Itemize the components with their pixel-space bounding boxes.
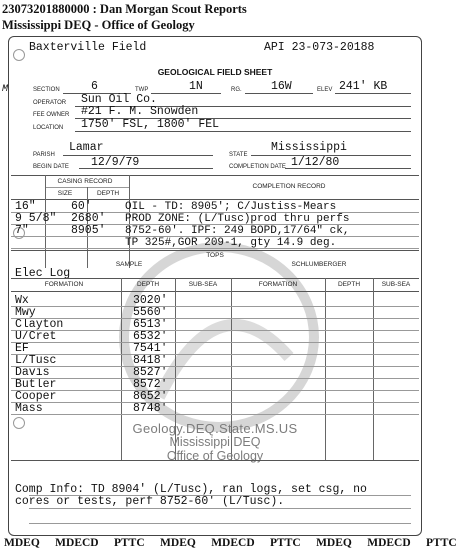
top-depth: 8527' — [133, 366, 168, 379]
top-formation: EF — [15, 342, 29, 355]
casing-size: 7" — [15, 224, 29, 237]
top-formation: Clayton — [15, 318, 64, 331]
section-value: 6 — [91, 80, 98, 93]
sheet-title: GEOLOGICAL FIELD SHEET — [157, 67, 273, 77]
location-label: LOCATION — [33, 125, 64, 131]
sample-depth-header: DEPTH — [136, 281, 160, 288]
footer-bar — [4, 537, 457, 549]
field-name: Baxterville Field — [29, 41, 147, 54]
footer-item: PTTC — [426, 537, 457, 549]
top-formation: Cooper — [15, 390, 57, 403]
casing-depth: 2680' — [71, 212, 106, 225]
top-depth: 3020' — [133, 294, 168, 307]
twp-label: TWP — [135, 87, 149, 93]
state-value: Mississippi — [271, 141, 347, 154]
top-depth: 8418' — [133, 354, 168, 367]
watermark-office: Office of Geology — [166, 449, 264, 463]
fee-owner-value: #21 F. M. Snowden — [81, 105, 199, 118]
completion-date-value: 1/12/80 — [291, 156, 340, 169]
elec-log-label: Elec Log — [15, 267, 71, 280]
completion-line: OIL - TD: 8905'; C/Justiss-Mears — [125, 201, 337, 213]
top-formation: U/Cret — [15, 330, 57, 343]
sample-subsea-header: SUB-SEA — [188, 281, 218, 288]
tops-heading: TOPS — [206, 252, 224, 259]
completion-record-heading: COMPLETION RECORD — [252, 183, 326, 190]
footer-item: MDECD — [367, 537, 411, 549]
completion-date-label: COMPLETION DATE — [229, 164, 286, 170]
location-value: 1750' FSL, 1800' FEL — [81, 118, 220, 131]
operator-label: OPERATOR — [33, 100, 67, 106]
casing-record-heading: CASING RECORD — [57, 178, 113, 185]
parish-value: Lamar — [69, 141, 104, 154]
top-depth: 7541' — [133, 342, 168, 355]
schlumberger-subsea-header: SUB-SEA — [381, 281, 411, 288]
top-formation: Wx — [15, 294, 29, 307]
footer-item: MDEQ — [316, 537, 352, 549]
footer-item: PTTC — [270, 537, 301, 549]
report-subtitle: Mississippi DEQ - Office of Geology — [2, 18, 195, 32]
top-depth: 6513' — [133, 318, 168, 331]
top-depth: 8748' — [133, 402, 168, 415]
top-depth: 8572' — [133, 378, 168, 391]
casing-depth: 8905' — [71, 224, 106, 237]
side-mark: M — [2, 84, 9, 95]
completion-line: TP 325#,GOR 209-1, gty 14.9 deg. — [125, 237, 337, 249]
schlumberger-depth-header: DEPTH — [337, 281, 361, 288]
watermark-agency: Mississippi DEQ — [169, 435, 261, 449]
rg-label: RG. — [231, 87, 242, 93]
top-depth: 5560' — [133, 306, 168, 319]
top-depth: 8652' — [133, 390, 168, 403]
twp-value: 1N — [189, 80, 203, 93]
casing-depth: 60' — [71, 200, 92, 213]
report-title: 23073201880000 : Dan Morgan Scout Reports — [2, 2, 247, 16]
field-sheet-card — [2, 36, 422, 536]
section-label: SECTION — [33, 87, 60, 93]
comp-info-line: cores or tests, perf 8752-60' (L/Tusc). — [15, 495, 285, 508]
footer-item: MDEQ — [4, 537, 40, 549]
top-formation: Mwy — [15, 306, 36, 319]
casing-size: 16" — [15, 200, 36, 213]
top-depth: 6532' — [133, 330, 168, 343]
elev-label: ELEV — [317, 87, 333, 93]
sample-heading: SAMPLE — [115, 261, 143, 268]
state-label: STATE — [229, 152, 248, 158]
sample-formation-header: FORMATION — [44, 281, 84, 288]
completion-line: 8752-60'. IPF: 249 BOPD,17/64" ck, — [125, 225, 350, 237]
casing-size: 9 5/8" — [15, 212, 57, 225]
operator-value: Sun Oil Co. — [81, 93, 157, 106]
footer-item: MDECD — [211, 537, 255, 549]
top-formation: Davis — [15, 366, 50, 379]
casing-size-header: SIZE — [57, 190, 73, 197]
footer-item: MDEQ — [160, 537, 196, 549]
casing-depth-header: DEPTH — [96, 190, 120, 197]
parish-label: PARISH — [33, 152, 55, 158]
punch-hole — [13, 49, 25, 61]
schlumberger-formation-header: FORMATION — [258, 281, 298, 288]
footer-item: PTTC — [113, 537, 145, 549]
completion-line: PROD ZONE: (L/Tusc)prod thru perfs — [125, 213, 350, 225]
top-formation: Mass — [15, 402, 43, 415]
elev-value: 241' KB — [339, 80, 388, 93]
footer-item: MDECD — [55, 537, 99, 549]
begin-date-value: 12/9/79 — [91, 156, 140, 169]
top-formation: L/Tusc — [15, 354, 57, 367]
comp-info-line: Comp Info: TD 8904' (L/Tusc), ran logs, set csg, no — [15, 483, 367, 496]
watermark-url: Geology.DEQ.State.MS.US — [132, 421, 298, 436]
rg-value: 16W — [271, 80, 292, 93]
begin-date-label: BEGIN DATE — [33, 164, 69, 170]
top-formation: Butler — [15, 378, 57, 391]
fee-owner-label: FEE OWNER — [33, 112, 70, 118]
schlumberger-heading: SCHLUMBERGER — [291, 261, 347, 268]
api-number: API 23-073-20188 — [264, 41, 375, 54]
